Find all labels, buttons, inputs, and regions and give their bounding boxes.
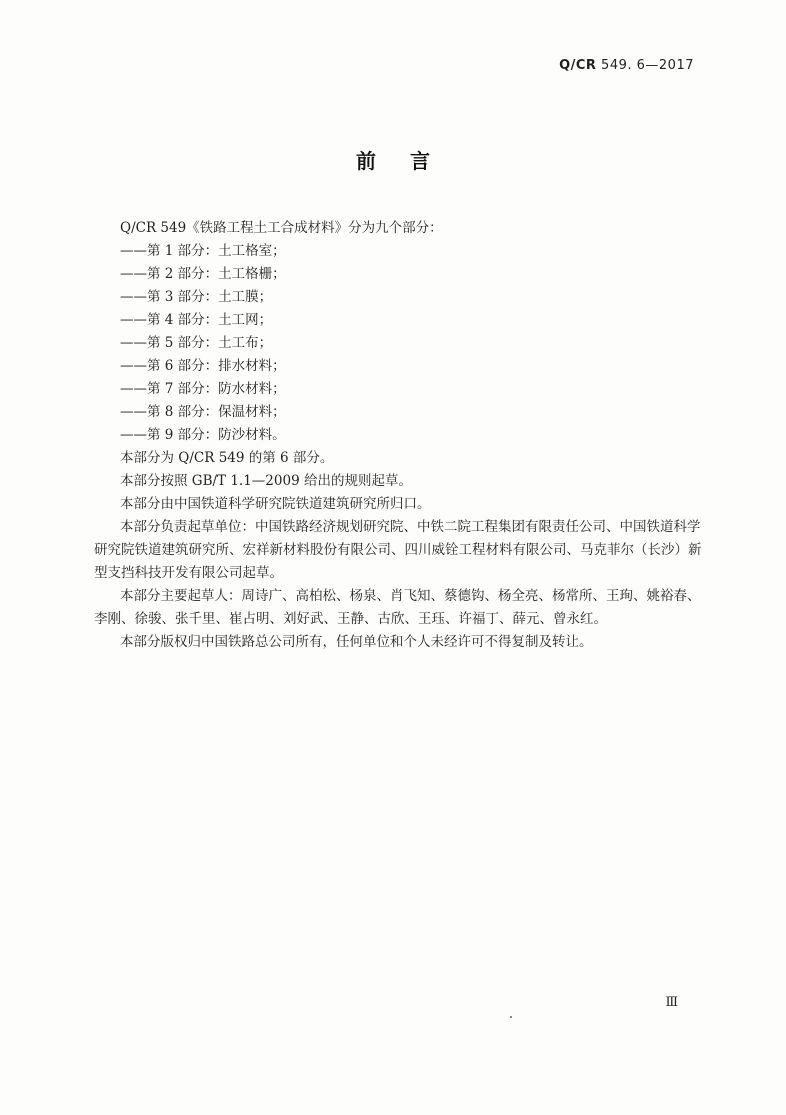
document-id [559,58,694,73]
part-list-item: ——第 9 部分：防沙材料。 [120,427,286,443]
intro-paragraph: Q/CR 549《铁路工程土工合成材料》分为九个部分： [120,220,443,236]
document-id-number: 549. 6—2017 [596,58,694,73]
part-list-item: ——第 2 部分：土工格栅； [120,266,286,282]
body-paragraph: 本部分负责起草单位：中国铁路经济规划研究院、中铁二院工程集团有限责任公司、中国铁道科学研究院铁道建筑研究所、宏祥新材料股份有限公司、四川威铨工程材料有限公司、马克菲尔（长沙）新型支挡科技开发有限公司起草。 [94,519,702,581]
page-title: 前言 [356,149,464,173]
document-body [94,217,704,654]
part-list-item: ——第 1 部分：土工格室； [120,243,286,259]
body-paragraph: 本部分由中国铁道科学研究院铁道建筑研究所归口。 [120,496,431,512]
body-paragraph: 本部分为 Q/CR 549 的第 6 部分。 [120,450,334,466]
part-list-item: ——第 4 部分：土工网； [120,312,273,328]
body-paragraph: 本部分按照 GB/T 1.1—2009 给出的规则起草。 [120,473,412,489]
scan-speck [510,1016,512,1018]
part-list-item: ——第 3 部分：土工膜； [120,289,273,305]
part-list-item: ——第 5 部分：土工布； [120,335,273,351]
part-list-item: ——第 7 部分：防水材料； [120,381,286,397]
part-list-item: ——第 6 部分：排水材料； [120,358,286,374]
part-list-item: ——第 8 部分：保温材料； [120,404,286,420]
page-number: Ⅲ [665,995,678,1010]
body-paragraph: 本部分版权归中国铁路总公司所有，任何单位和个人未经许可不得复制及转让。 [120,634,593,650]
body-paragraph: 本部分主要起草人：周诗广、高柏松、杨泉、肖飞知、蔡德钩、杨全亮、杨常所、王珣、姚裕春、李刚、徐骏、张千里、崔占明、刘好武、王静、古欣、王珏、许福丁、薛元、曾永红。 [94,588,701,627]
document-id-prefix: Q/CR [559,58,597,73]
